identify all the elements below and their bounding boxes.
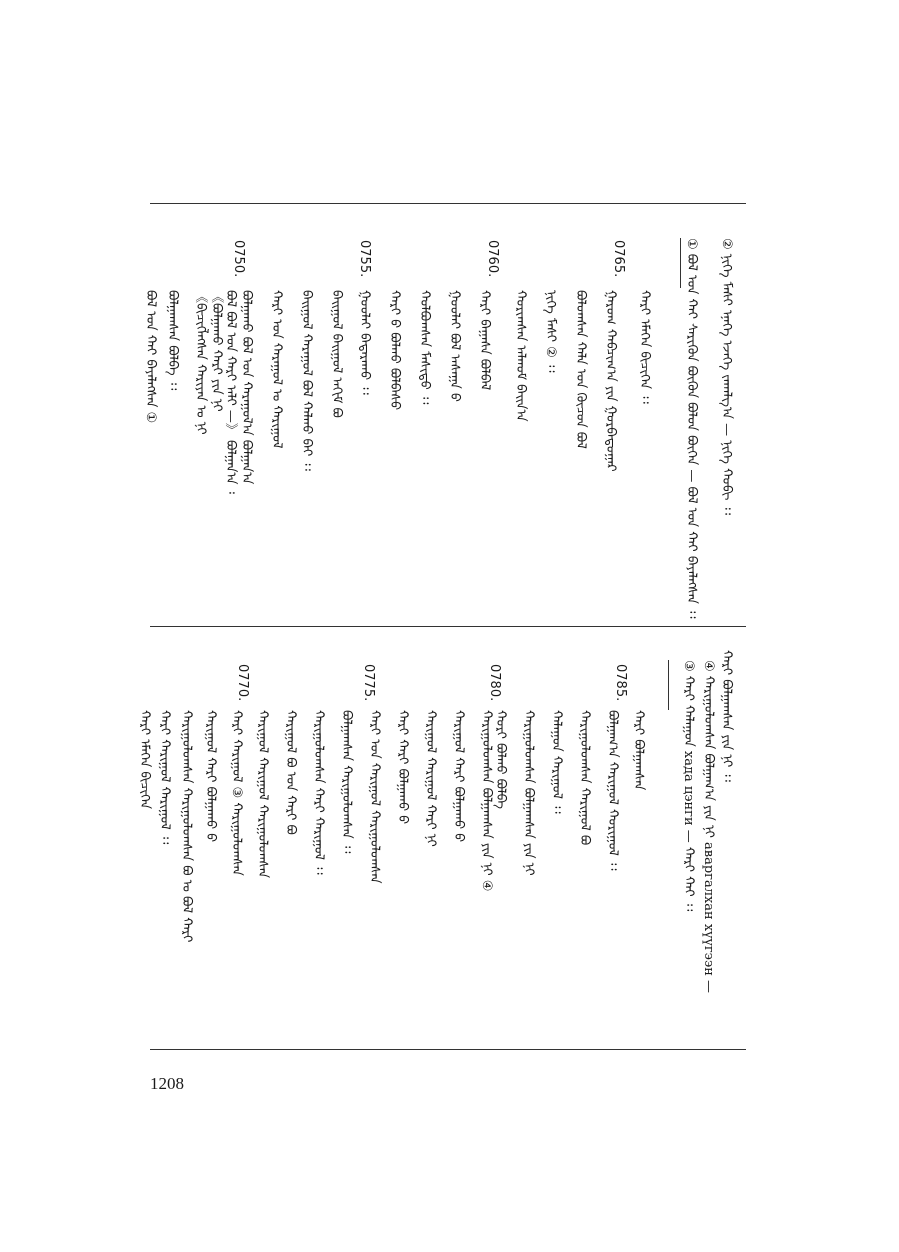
note-separator <box>668 660 669 710</box>
lower-note-top: ᠬᠠᠷᠢ ᠪᠣᠯᠭᠠᠭᠰᠠᠨ ᠶᠢᠨ ᠨᠢ ᠄᠄ <box>719 650 734 782</box>
verse-line: ᠬᠠᠷᠢ ᠬᠠᠷᠢᠭᠤᠯ ③ ᠬᠠᠷᠢᠭᠤᠯᠤᠭᠰᠠᠨ <box>229 710 244 876</box>
verse-line: ᠬᠣᠯᠪᠣᠭᠰᠠᠨ ᠮᠠᠰᠢᠳᠤ ᠄᠄ <box>417 290 432 405</box>
verse-line: ᠬᠠᠷᠢᠭᠤᠯᠤᠭᠰᠠᠨ ᠬᠠᠷᠢᠭᠤᠯᠤᠭᠰᠠᠨ ᠪᠣ ᠤ ᠪᠣᠯ ᠬᠠᠷᠢ <box>179 710 194 943</box>
verse-line: ᠭᠠᠷᠤᠭ ᠬᠠᠪᠴᠢᠭ᠎ᠠ ᠶᠢᠨ ᠭᠤᠷᠪᠠᠳᠤᠭᠠᠷ <box>603 290 618 472</box>
verse-line: ᠬᠠᠷᠢᠭᠤᠯᠤᠭᠰᠠᠨ ᠬᠠᠷᠢ ᠬᠠᠷᠢᠭᠤᠯ ᠄᠄ <box>311 710 326 875</box>
verse-line: ᠬᠠᠷᠢᠭᠤᠯᠤᠭᠰᠠᠨ ᠬᠠᠷᠢᠭᠤᠯ ᠪᠣ <box>577 710 592 846</box>
verse-line: ᠬᠠᠷᠢ ᠡᠮᠡᠭᠡᠨ ᠪᠢᠴᠢᠭᠡᠨ <box>137 710 152 810</box>
top-rule <box>150 203 746 204</box>
verse-line: ᠬᠠᠷᠢ ᠤᠨ ᠬᠠᠷᠠᠭᠤᠯ ᠤ ᠬᠠᠷᠢᠭᠤᠯ <box>269 290 284 449</box>
bottom-rule <box>150 1049 746 1050</box>
verse-line: ᠭᠣᠣᠯᠠᠢ ᠪᠣᠯ ᠠᠰᠠᠭᠠ ᠪ <box>447 290 462 402</box>
verse-line: ᠬᠠᠷᠢᠭᠤᠯ ᠬᠠᠷᠢᠭᠤᠯ ᠬᠠᠷᠢᠭᠤᠯᠤᠭᠰᠠᠨ <box>255 710 270 879</box>
verse-line: ᠬᠠᠷᠢᠭᠤᠯ ᠪᠣ ᠤᠨ ᠬᠠᠷᠢ ᠪᠣ <box>283 710 298 835</box>
verse-line: ᠪᠣᠯᠭᠠᠬᠤ ᠪᠣᠯ ᠤᠨ ᠬᠠᠷᠠᠭᠤᠯ᠎ᠠ ᠪᠣᠯᠭᠠᠨ᠎ᠠ <box>239 290 254 485</box>
verse-number: 0770. <box>235 664 250 702</box>
verse-line: 《ᠪᠣᠯᠭᠠᠬᠤ ᠬᠠᠷᠢ ᠶᠢᠨ ᠨᠢ <box>209 290 224 412</box>
verse-line: ᠬᠠᠷᠢᠭᠤᠯᠤᠭᠰᠠᠨ ᠪᠣᠯᠭᠠᠭᠰᠠᠨ ᠶᠢᠨ ᠨᠢ ④ <box>479 710 494 892</box>
verse-line: ᠬᠠᠷᠢ ᠪᠠᠭᠠᠰᠠ ᠪᠣᠯᠪᠠᠯ <box>477 290 492 391</box>
page-number: 1208 <box>150 1074 184 1093</box>
middle-rule <box>150 626 746 627</box>
verse-number: 0760. <box>485 240 500 278</box>
verse-number: 0785. <box>613 664 628 702</box>
verse-line: ᠪᠣᠯᠤᠭᠰᠠᠨ ᠬᠠᠯᠠ ᠤᠨ ᠬᠦᠴᠦᠨ ᠪᠣᠯ <box>573 290 588 449</box>
verse-line: ᠬᠠᠷᠢᠭᠤᠯ ᠬᠠᠷᠢ ᠪᠣᠯᠭᠠᠬᠤ ᠪ <box>203 710 218 843</box>
verse-line: ᠪᠣᠯ ᠤᠨ ᠬᠠᠢ ᠪᠡᠶᠡᠯᠡᠭᠰᠡᠨ ① <box>143 290 158 424</box>
verse-number: 0775. <box>361 664 376 702</box>
verse-line: ᠬᠠᠯᠠᠭᠤᠨ ᠬᠠᠷᠢᠭᠤᠯ ᠄᠄ <box>549 710 564 814</box>
verse-line: ᠪᠣᠯᠭᠠᠭᠰᠠᠨ ᠬᠠᠷᠢᠭᠤᠯᠤᠭᠰᠠᠨ ᠄᠄ <box>339 710 354 854</box>
verse-line: ᠬᠠᠷᠢᠭᠤᠯᠤᠭᠰᠠᠨ ᠪᠣᠯᠭᠠᠭᠰᠠᠨ ᠶᠢᠨ ᠨᠢ <box>521 710 536 876</box>
lower-note-3: ③ ᠬᠠᠷᠢ ᠬᠠᠯᠠᠭᠤᠨ хада цэнги — ᠬᠠᠷᠢ ᠬᠠᠢ ᠄᠄ <box>681 660 696 912</box>
verse-number: 0780. <box>487 664 502 702</box>
verse-line: ᠬᠠᠷᠢᠭᠤᠯ ᠬᠠᠷᠢᠭᠤᠯ ᠬᠠᠷᠢ ᠨᠢ <box>423 710 438 847</box>
lower-note-4: ④ ᠬᠠᠷᠢᠭᠤᠯᠤᠭᠰᠠᠨ ᠪᠣᠯᠭᠠᠭ᠎ᠠ ᠶᠢᠨ ᠨᠢ аваргалхан хүүгээн — <box>701 660 716 994</box>
verse-line: ᠬᠠᠷᠢ ᠬᠠᠷᠢᠭᠤᠯ ᠬᠠᠷᠢᠭᠤᠯ ᠄᠄ <box>157 710 172 845</box>
note-separator <box>680 238 681 288</box>
upper-note-1: ① ᠪᠣᠯ ᠤᠨ ᠬᠠᠢ ᠰᠡᠷᠢᠭᠦᠨ ᠪᠦᠬᠦᠨ ᠪᠣᠯᠣᠨ ᠪᠦᠬᠡᠨ — ᠪᠣᠯ ᠤᠨ ᠬᠠᠢ ᠪᠡᠶᠡᠯᠡᠭᠰᠡᠨ ᠄᠄ <box>684 238 699 619</box>
verse-line: ᠬᠠᠷᠢ ᠤᠨ ᠬᠠᠷᠢᠭᠤᠯ ᠬᠠᠷᠢᠭᠤᠯᠤᠭᠰᠠᠨ <box>367 710 382 884</box>
verse-line: ᠪᠣᠯᠭᠠᠭ᠎ᠠ ᠬᠠᠷᠢᠭᠤᠯ ᠬᠣᠷᠢᠭᠤᠯ ᠄᠄ <box>605 710 620 871</box>
verse-line: ᠪᠠᠢᠭᠤᠯ ᠪᠠᠢᠭᠤᠯ ᠠᠬᠢᠮ ᠪᠣ <box>329 290 344 418</box>
verse-line: ᠪᠣᠯ ᠪᠣᠯ ᠤᠨ ᠬᠠᠷᠢ ᠠᠯᠢ —》 ᠪᠣᠯᠭᠠᠨ᠎ᠠ ᠄ <box>223 290 238 494</box>
verse-line: ᠬᠣᠷᠢ ᠪᠣᠯᠬᠤ ᠪᠣᠯᠪᠠ <box>493 710 508 810</box>
verse-number: 0765. <box>611 240 626 278</box>
verse-line: ᠬᠠᠷᠢ ᠪ ᠪᠣᠯᠬᠤ ᠪᠣᠯᠪᠠᠰᠤ <box>387 290 402 411</box>
verse-line: ᠨᠢᠭᠡ ᠮᠠᠰᠢ ② ᠄᠄ <box>543 290 558 373</box>
verse-line: ᠬᠠᠷᠢ ᠪᠣᠯᠭᠠᠭᠰᠠᠨ <box>631 710 646 791</box>
verse-line: 《ᠪᠢᠴᠢᠭᠯᠡᠭᠰᠡᠨ ᠬᠠᠷᠢᠶᠠᠨ ᠤ ᠨᠢ <box>193 290 208 435</box>
upper-note-2: ② ᠨᠢᠭᠡ ᠮᠠᠰᠢ ᠡᠨᠡᠭᠡ ᠡᠵᠡᠭᠡ ᠵᠠᠬᠠᠯᠭ᠎ᠠ — ᠨᠢᠭᠡ ᠬᠤᠪᠢ ᠄᠄ <box>719 238 734 515</box>
verse-line: ᠬᠠᠷᠢ ᠡᠮᠡᠭᠡᠨ ᠪᠢᠴᠢᠭᠡᠨ ᠄᠄ <box>637 290 652 404</box>
verse-number: 0750. <box>231 240 246 278</box>
verse-line: ᠬᠠᠷᠢᠭᠤᠯ ᠬᠠᠷᠢ ᠪᠣᠯᠭᠠᠬᠤ ᠪ <box>451 710 466 843</box>
verse-line: ᠬᠣᠷᠢᠭᠰᠠᠨ ᠠᠯᠬᠤᠮ ᠪᠠᠢᠨ᠎ᠠ <box>513 290 528 422</box>
verse-line: ᠭᠣᠣᠯᠠᠢ ᠪᠠᠳᠠᠷᠠᠬᠤ ᠄᠄ <box>357 290 372 395</box>
verse-line: ᠪᠠᠢᠭᠤᠯ ᠬᠠᠷᠠᠭᠤᠯ ᠪᠣᠯ ᠬᠠᠯᠬᠤ ᠪᠠᠢ ᠄᠄ <box>299 290 314 471</box>
verse-line: ᠬᠠᠷᠢ ᠬᠠᠷᠢ ᠪᠣᠯᠭᠠᠬᠤ ᠪ <box>395 710 410 825</box>
verse-line: ᠪᠣᠯᠭᠠᠭᠰᠠᠨ ᠪᠣᠯᠪᠠ ᠄᠄ <box>165 290 180 391</box>
verse-number: 0755. <box>357 240 372 278</box>
